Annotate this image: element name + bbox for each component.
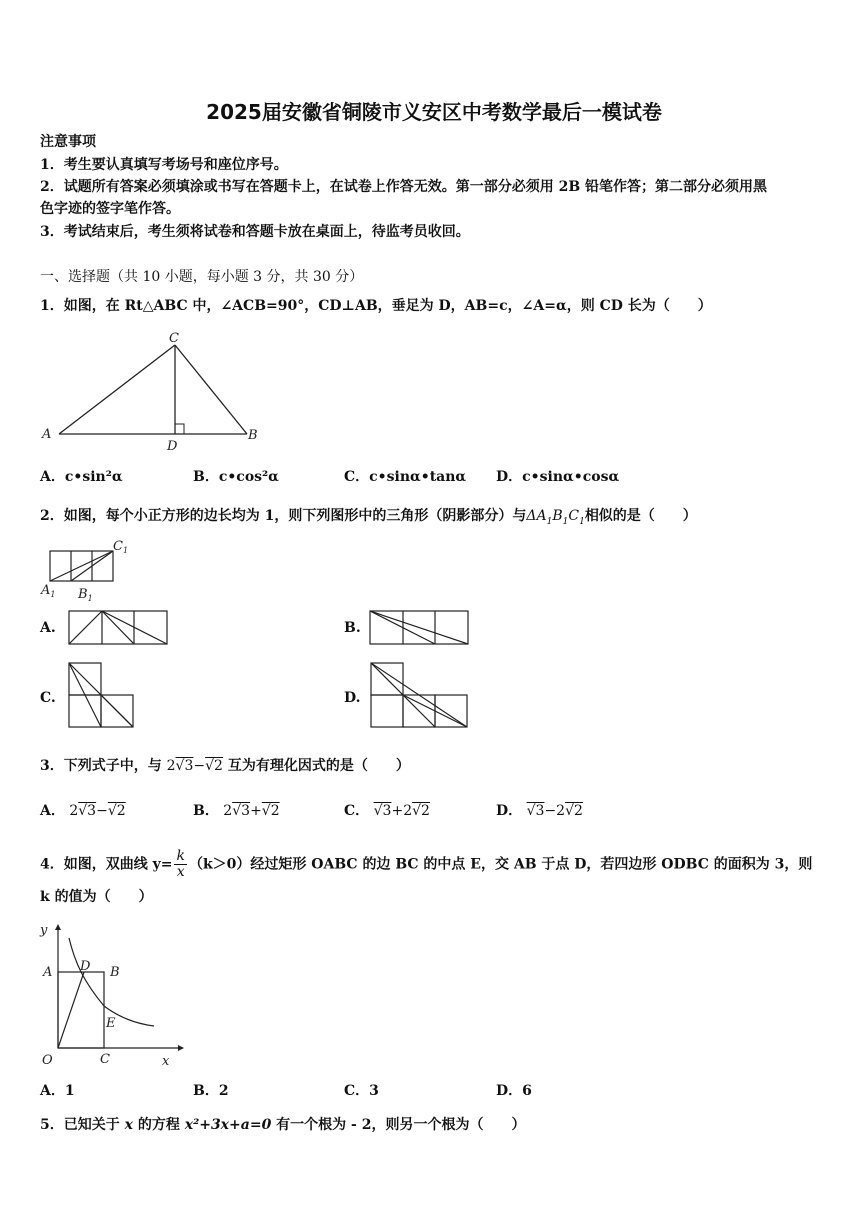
q2-option-d-label: D. (344, 690, 361, 706)
a1-label: $A_1$ (41, 583, 56, 599)
q1-option-b: B．c•cos²α (193, 469, 279, 485)
q4-option-d: D．6 (496, 1083, 532, 1099)
q3-option-d: D． √3−2√2 (496, 803, 583, 819)
notice-item-3: 3．考试结束后，考生须将试卷和答题卡放在桌面上，待监考员收回。 (40, 224, 470, 240)
question-4-stem (40, 849, 812, 880)
vertex-b-label: B (248, 428, 258, 443)
section-heading: 一、选择题（共 10 小题，每小题 3 分，共 30 分） (40, 269, 364, 285)
q5-text-3: 有一个根为 - 2，则另一个根为（ ） (271, 1117, 526, 1133)
q2-option-b-figure (369, 610, 471, 646)
q4-stem-tail: （k＞0）经过矩形 OABC 的边 BC 的中点 E，交 AB 于点 D，若四边形 ODBC 的面积为 3，则 (188, 856, 813, 873)
q4-option-c: C．3 (344, 1083, 379, 1099)
q1-option-a: A．c•sin²α (40, 469, 123, 485)
b1-label: $B_1$ (78, 587, 93, 603)
notice-item-1: 1．考生要认真填写考场号和座位序号。 (40, 157, 288, 173)
page-title: 2025届安徽省铜陵市义安区中考数学最后一模试卷 (206, 100, 662, 124)
q3-option-c: C． √3+2√2 (344, 803, 430, 819)
question-4-figure (38, 918, 188, 1070)
point-b-label: B (110, 965, 120, 980)
question-5-stem (40, 1116, 526, 1134)
q2-option-a-figure (68, 610, 170, 646)
point-a-label: A (43, 965, 53, 980)
notice-heading: 注意事项 (40, 134, 96, 150)
q3-stem-tail: 互为有理化因式的是（ ） (227, 758, 410, 774)
q2-triangle-symbol: $\Delta A_1B_1C_1$ (526, 508, 585, 527)
vertex-c-label: C (169, 331, 179, 346)
q2-option-a-label: A. (40, 620, 56, 636)
question-2-reference-figure (38, 538, 148, 606)
q5-text-1: 5．已知关于 (40, 1117, 125, 1133)
question-4-stem-line2: k 的值为（ ） (40, 889, 153, 905)
q1-option-d: D．c•sinα•cosα (496, 469, 620, 485)
q3-expression: 2√3−√2 (166, 758, 223, 774)
q3-option-b: B． 2√3+√2 (193, 803, 280, 819)
vertex-a-label: A (42, 427, 52, 442)
question-2-stem (40, 507, 697, 531)
question-1-figure (38, 328, 268, 458)
q3-option-a: A． 2√3−√2 (40, 803, 126, 819)
origin-label: O (42, 1053, 53, 1068)
q3-stem-text: 3．下列式子中，与 (40, 758, 162, 774)
q2-stem-tail: 相似的是（ ） (584, 508, 697, 524)
vertex-d-label: D (167, 439, 178, 454)
q4-option-b: B．2 (193, 1083, 229, 1099)
notice-item-2-cont: 色字迹的签字笔作答。 (40, 201, 180, 217)
c1-label: $C_1$ (113, 539, 129, 555)
q5-equation: x²+3x+a=0 (184, 1117, 272, 1133)
q4-fraction: $\frac{k}{x}$ (176, 848, 185, 880)
q2-option-b-label: B. (344, 620, 361, 636)
point-e-label: E (106, 1016, 116, 1031)
axis-x-label: x (162, 1054, 170, 1069)
q1-option-c: C．c•sinα•tanα (344, 469, 467, 485)
q2-option-d-figure (370, 662, 472, 730)
q2-option-c-figure (68, 662, 138, 730)
q2-option-c-label: C. (40, 690, 56, 706)
question-3-stem (40, 757, 410, 775)
q2-stem-text: 2．如图，每个小正方形的边长均为 1，则下列图形中的三角形（阴影部分）与 (40, 508, 527, 524)
q4-stem-text: 4．如图，双曲线 y= (40, 856, 173, 873)
question-1-stem: 1．如图，在 Rt△ABC 中，∠ACB=90°，CD⊥AB，垂足为 D，AB=c，∠A=α，则 CD 长为（ ） (40, 298, 712, 314)
q5-text-2: 的方程 (132, 1117, 185, 1133)
notice-item-2: 2．试题所有答案必须填涂或书写在答题卡上，在试卷上作答无效。第一部分必须用 2B 铅笔作答；第二部分必须用黑 (40, 179, 768, 195)
axis-y-label: y (40, 923, 48, 938)
q4-option-a: A．1 (40, 1083, 75, 1099)
q5-variable: x (124, 1117, 133, 1133)
point-c-label: C (100, 1052, 110, 1067)
point-d-label: D (80, 959, 91, 974)
